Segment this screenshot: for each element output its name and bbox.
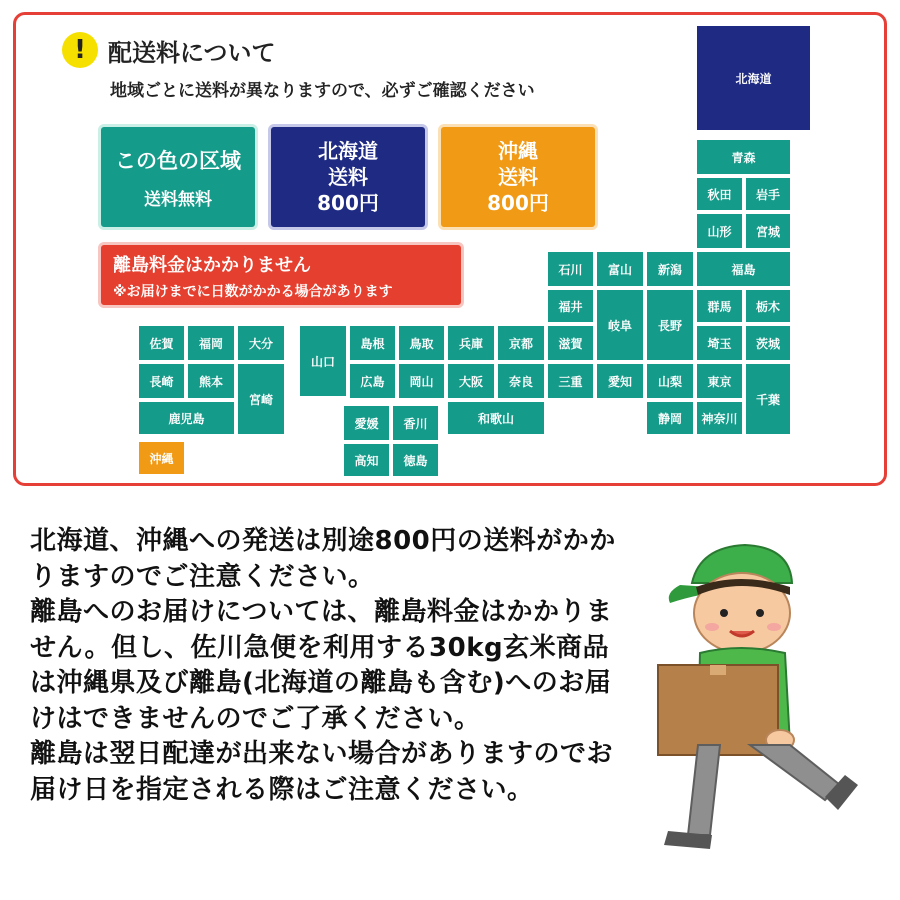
pref-ibaraki: 茨城	[744, 324, 792, 362]
pref-saga: 佐賀	[137, 324, 186, 362]
pref-okinawa: 沖縄	[137, 440, 186, 476]
pref-osaka: 大阪	[446, 362, 496, 400]
pref-fukui: 福井	[546, 288, 595, 324]
legend-free-line2: 送料無料	[144, 189, 212, 210]
pref-yamaguchi: 山口	[298, 324, 348, 398]
pref-tochigi: 栃木	[744, 288, 792, 324]
pref-tokushima: 徳島	[391, 442, 440, 478]
pref-mie: 三重	[546, 362, 595, 400]
pref-saitama: 埼玉	[695, 324, 744, 362]
legend-okinawa	[438, 124, 598, 230]
pref-okayama: 岡山	[397, 362, 446, 400]
pref-shizuoka: 静岡	[645, 400, 695, 436]
pref-hiroshima: 広島	[348, 362, 397, 400]
notice-paragraph-1: 北海道、沖縄への発送は別途800円の送料がかかりますのでご注意ください。	[30, 526, 616, 592]
pref-chiba: 千葉	[744, 362, 792, 436]
pref-iwate: 岩手	[744, 176, 792, 212]
legend-hokkaido-line2: 送料	[328, 165, 368, 189]
pref-yamagata: 山形	[695, 212, 744, 250]
pref-kagoshima: 鹿児島	[137, 400, 236, 436]
legend-okinawa-line3: 800円	[487, 191, 549, 215]
notice-paragraph-3: 離島は翌日配達が出来ない場合がありますのでお届け日を指定される際はご注意ください。	[30, 739, 614, 805]
pref-fukushima: 福島	[695, 250, 792, 288]
legend-hokkaido-line3: 800円	[317, 191, 379, 215]
shipping-notice-text	[30, 524, 620, 808]
pref-tokyo: 東京	[695, 362, 744, 400]
pref-wakayama: 和歌山	[446, 400, 546, 436]
pref-kumamoto: 熊本	[186, 362, 236, 400]
pref-kanagawa: 神奈川	[695, 400, 744, 436]
pref-ehime: 愛媛	[342, 404, 391, 442]
legend-hokkaido	[268, 124, 428, 230]
delivery-person-illustration	[640, 535, 890, 865]
page-title: 配送料について	[108, 38, 276, 67]
legend-island-line1: 離島料金はかかりません	[113, 255, 311, 276]
legend-okinawa-line2: 送料	[498, 165, 538, 189]
legend-remote-island	[98, 242, 464, 308]
pref-niigata: 新潟	[645, 250, 695, 288]
pref-aomori: 青森	[695, 138, 792, 176]
page-subtitle: 地域ごとに送料が異なりますので、必ずご確認ください	[110, 81, 535, 101]
pref-hokkaido: 北海道	[695, 24, 812, 132]
notice-paragraph-2: 離島へのお届けについては、離島料金はかかりません。但し、佐川急便を利用する30kg玄米商品は沖縄県及び離島(北海道の離島も含む)へのお届けはできませんのでご了承ください。	[30, 597, 613, 734]
pref-kyoto: 京都	[496, 324, 546, 362]
pref-shiga: 滋賀	[546, 324, 595, 362]
warning-icon: !	[62, 32, 98, 68]
pref-fukuoka: 福岡	[186, 324, 236, 362]
pref-kagawa: 香川	[391, 404, 440, 442]
pref-miyagi: 宮城	[744, 212, 792, 250]
title-row	[62, 32, 276, 68]
pref-nagano: 長野	[645, 288, 695, 362]
pref-oita: 大分	[236, 324, 286, 362]
pref-nara: 奈良	[496, 362, 546, 400]
pref-shimane: 島根	[348, 324, 397, 362]
legend-hokkaido-line1: 北海道	[318, 139, 378, 163]
pref-ishikawa: 石川	[546, 250, 595, 288]
pref-yamanashi: 山梨	[645, 362, 695, 400]
pref-kochi: 高知	[342, 442, 391, 478]
pref-gifu: 岐阜	[595, 288, 645, 362]
pref-akita: 秋田	[695, 176, 744, 212]
legend-island-line2: ※お届けまでに日数がかかる場合があります	[113, 284, 393, 300]
legend-free-shipping	[98, 124, 258, 230]
pref-toyama: 富山	[595, 250, 645, 288]
pref-nagasaki: 長崎	[137, 362, 186, 400]
legend-okinawa-line1: 沖縄	[498, 139, 538, 163]
pref-gunma: 群馬	[695, 288, 744, 324]
pref-tottori: 鳥取	[397, 324, 446, 362]
legend-free-line1: この色の区域	[115, 148, 241, 173]
pref-aichi: 愛知	[595, 362, 645, 400]
pref-miyazaki: 宮崎	[236, 362, 286, 436]
pref-hyogo: 兵庫	[446, 324, 496, 362]
